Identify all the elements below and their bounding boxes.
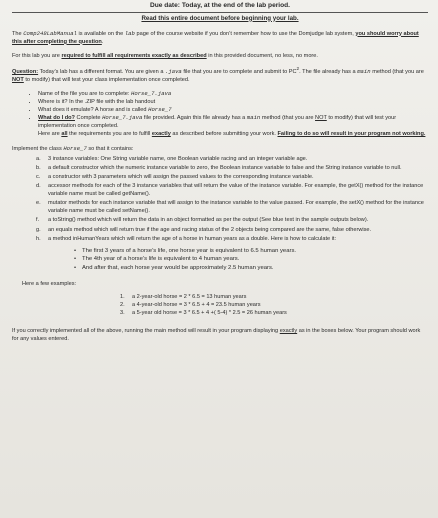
examples-list [12,293,428,317]
question-paragraph: Question: Today’s lab has a different format. You are given a .java file that you are to complete and submit to $PC^2$. The file already has a main method (that you are NOT to modify) that will test your class implementation once completed. [12,65,424,83]
list-item: b. a default constructor which the numeric instance variable to zero, the Boolean instance variable to false and the String instance variable to null. [36,164,402,171]
due-date: Due date: Today, at the end of the lab period. [149,2,291,9]
file-info-list [12,90,428,139]
list-item: c. a constructor with 3 parameters which will assign the passed values to the corresponding instance variable. [36,173,314,180]
final-paragraph: If you correctly implemented all of the above, running the main method will result in your program displaying exactly as in the boxes below. Your program should work for any values entered. [12,327,421,343]
list-item: f. a toString() method which will return the data in an object formatted as per the output (See blue text in the sample outputs below). [36,217,369,224]
list-item: • The first 3 years of a horse’s life, one horse year is equivalent to 6.5 human years. [82,247,428,256]
list-item: • And after that, each horse year would be approximately 2.5 human years. [82,264,428,273]
implement-heading: Implement the class Horse_7 so that it contains: [12,144,134,152]
divider [12,12,428,13]
list-item: • What does it emulate? A horse and is called Horse_7 [38,106,428,114]
list-item: 1. a 2-year-old horse = 2 * 6.5 = 13 human years [120,293,247,300]
list-item: • Where is it? In the .ZIP file with the lab handout [38,98,428,106]
list-item: d. accessor methods for each of the 3 instance variables that will return the value of the instance variable. For example, the getX() method for the instance variable name must be called getName(). [36,183,424,198]
list-item: h. a method inHumanYears which will return the age of a horse in human years as a double. Here is how to calculate it: [36,235,337,242]
examples-heading: Here a few examples: [22,281,77,288]
list-item: • What do I do? Complete Horse_7.java file provided. Again this file already has a main method (that you are NOT to modify) that will test your implementation once completed. Here are all the requirements you are to fulfill exactly as described before submitting your work. Failing to do so will result in your program not working. [38,114,428,138]
calculation-rules [12,247,428,273]
list-item: • Name of the file you are to complete: Horse_7.java [38,90,428,98]
read-first-notice: Read this entire document before beginning your lab. [141,14,299,22]
list-item: 3. a 5-year old horse = 3 * 6.5 + 4 +( 5-4) * 2.5 = 26 human years [120,309,287,316]
requirements-list [12,155,428,243]
intro-paragraph: The Comp248LabManual is available on the lab page of the course website if you don’t remember how to use the Domjudge lab system, you should worry about this after completing the question. [12,29,419,45]
list-item: 2. a 4-year-old horse = 3 * 6.5 + 4 = 23.5 human years [120,301,261,308]
list-item: a. 3 instance variables: One String variable name, one Boolean variable racing and an integer variable age. [36,155,308,162]
list-item: e. mutator methods for each instance variable that will assign to the instance variable to the value passed. For example, the setX() method for the instance variable name must be called setName(). [36,200,424,215]
list-item: • The 4th year of a horse’s life is equivalent to 4 human years. [82,255,428,264]
requirements-paragraph: For this lab you are required to fulfill all requirements exactly as described in this provided document, no less, no more. [12,52,318,59]
list-item: g. an equals method which will return true if the age and racing status of the 2 objects being compared are the same, false otherwise. [36,226,372,233]
